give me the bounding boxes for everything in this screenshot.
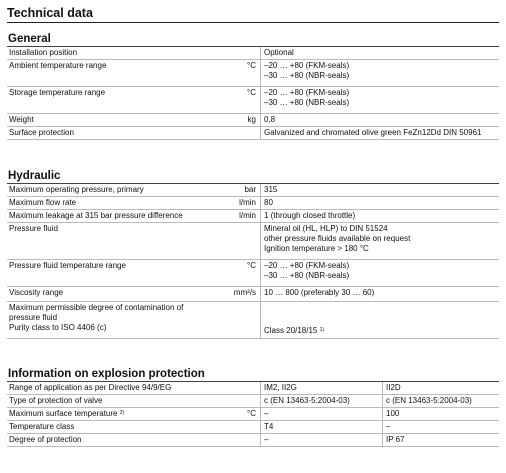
general-heading: General bbox=[7, 33, 499, 47]
row-value-1: – bbox=[260, 408, 382, 420]
footnote-marker: 2) bbox=[119, 410, 125, 416]
row-value: 315 bbox=[260, 184, 280, 196]
table-row bbox=[7, 197, 499, 210]
row-label bbox=[7, 210, 260, 222]
row-label bbox=[7, 287, 260, 301]
hydraulic-section bbox=[7, 170, 499, 339]
row-value: 80 bbox=[260, 197, 276, 209]
row-value-2: II2D bbox=[382, 382, 404, 394]
row-label bbox=[7, 197, 260, 209]
row-value: 10 … 800 (preferably 30 … 60) bbox=[260, 287, 377, 301]
row-value: –20 … +80 (FKM-seals) –30 … +80 (NBR-seals) bbox=[260, 260, 352, 286]
row-value: 0,8 bbox=[260, 114, 278, 126]
row-value-2: IP 67 bbox=[382, 434, 408, 446]
row-unit: l/min bbox=[239, 198, 256, 207]
row-label bbox=[7, 127, 260, 139]
table-row bbox=[7, 223, 499, 260]
row-unit: kg bbox=[247, 115, 256, 124]
hydraulic-heading: Hydraulic bbox=[7, 170, 499, 184]
row-label bbox=[7, 47, 260, 59]
row-value: 1 (through closed throttle) bbox=[260, 210, 358, 222]
label-text: Maximum flow rate bbox=[9, 198, 77, 207]
label-text: Weight bbox=[9, 115, 34, 124]
row-value-1: IM2, II2G bbox=[260, 382, 382, 394]
label-text: Maximum surface temperature bbox=[9, 409, 118, 418]
table-row bbox=[7, 302, 499, 339]
row-unit: mm²/s bbox=[233, 288, 256, 297]
value-text: Class 20/18/15 bbox=[264, 326, 318, 335]
table-row bbox=[7, 210, 499, 223]
label-text: Installation position bbox=[9, 48, 78, 57]
table-row bbox=[7, 114, 499, 127]
label-text: Maximum leakage at 315 bar pressure difference bbox=[9, 211, 183, 220]
table-row bbox=[7, 434, 499, 447]
general-section bbox=[7, 33, 499, 140]
footnote-marker: 1) bbox=[319, 327, 325, 333]
row-label bbox=[7, 434, 260, 446]
row-value-1: c (EN 13463-5:2004-03) bbox=[260, 395, 382, 407]
table-row bbox=[7, 184, 499, 197]
table-row bbox=[7, 127, 499, 140]
row-value-1: T4 bbox=[260, 421, 382, 433]
label-text: Surface protection bbox=[9, 128, 74, 137]
row-value-1: – bbox=[260, 434, 382, 446]
label-text: Range of application as per Directive 94/9/EG bbox=[9, 383, 172, 392]
table-row bbox=[7, 408, 499, 421]
table-row bbox=[7, 87, 499, 114]
label-text: Pressure fluid temperature range bbox=[9, 261, 126, 270]
table-row bbox=[7, 382, 499, 395]
label-text: Degree of protection bbox=[9, 435, 82, 444]
row-label bbox=[7, 302, 260, 338]
row-label bbox=[7, 408, 260, 420]
table-row bbox=[7, 395, 499, 408]
row-value: –20 … +80 (FKM-seals) –30 … +80 (NBR-seals) bbox=[260, 60, 352, 86]
label-text: Type of protection of valve bbox=[9, 396, 103, 405]
label-text: Maximum permissible degree of contamination of pressure fluid Purity class to ISO 4406 (c) bbox=[9, 303, 184, 332]
page-title: Technical data bbox=[7, 6, 499, 23]
table-row bbox=[7, 287, 499, 302]
row-label bbox=[7, 60, 260, 86]
label-text: Viscosity range bbox=[9, 288, 64, 297]
label-text: Maximum operating pressure, primary bbox=[9, 185, 144, 194]
row-label bbox=[7, 421, 260, 433]
row-value: Galvanized and chromated olive green FeZn12Dd DIN 50961 bbox=[260, 127, 484, 139]
row-label bbox=[7, 260, 260, 286]
row-unit: °C bbox=[247, 409, 256, 418]
row-label bbox=[7, 223, 260, 259]
explosion-section bbox=[7, 368, 499, 447]
label-text: Pressure fluid bbox=[9, 224, 58, 233]
table-row bbox=[7, 260, 499, 287]
row-label bbox=[7, 382, 260, 394]
row-unit: °C bbox=[247, 88, 256, 97]
row-value: Mineral oil (HL, HLP) to DIN 51524 other pressure fluids available on request Ignition temperature > 180 °C bbox=[260, 223, 413, 259]
row-value-2: – bbox=[382, 421, 393, 433]
row-unit: °C bbox=[247, 61, 256, 70]
row-value bbox=[260, 302, 327, 338]
row-label bbox=[7, 395, 260, 407]
row-label bbox=[7, 184, 260, 196]
row-value-2: c (EN 13463-5:2004-03) bbox=[382, 395, 475, 407]
row-value-2: 100 bbox=[382, 408, 402, 420]
row-unit: °C bbox=[247, 261, 256, 270]
label-text: Storage temperature range bbox=[9, 88, 106, 97]
table-row bbox=[7, 60, 499, 87]
label-text: Temperature class bbox=[9, 422, 75, 431]
row-label bbox=[7, 87, 260, 113]
row-value: –20 … +80 (FKM-seals) –30 … +80 (NBR-seals) bbox=[260, 87, 352, 113]
label-text: Ambient temperature range bbox=[9, 61, 107, 70]
table-row bbox=[7, 47, 499, 60]
table-row bbox=[7, 421, 499, 434]
row-label bbox=[7, 114, 260, 126]
row-unit: l/min bbox=[239, 211, 256, 220]
row-unit: bar bbox=[244, 185, 256, 194]
row-value: Optional bbox=[260, 47, 297, 59]
explosion-heading: Information on explosion protection bbox=[7, 368, 499, 382]
